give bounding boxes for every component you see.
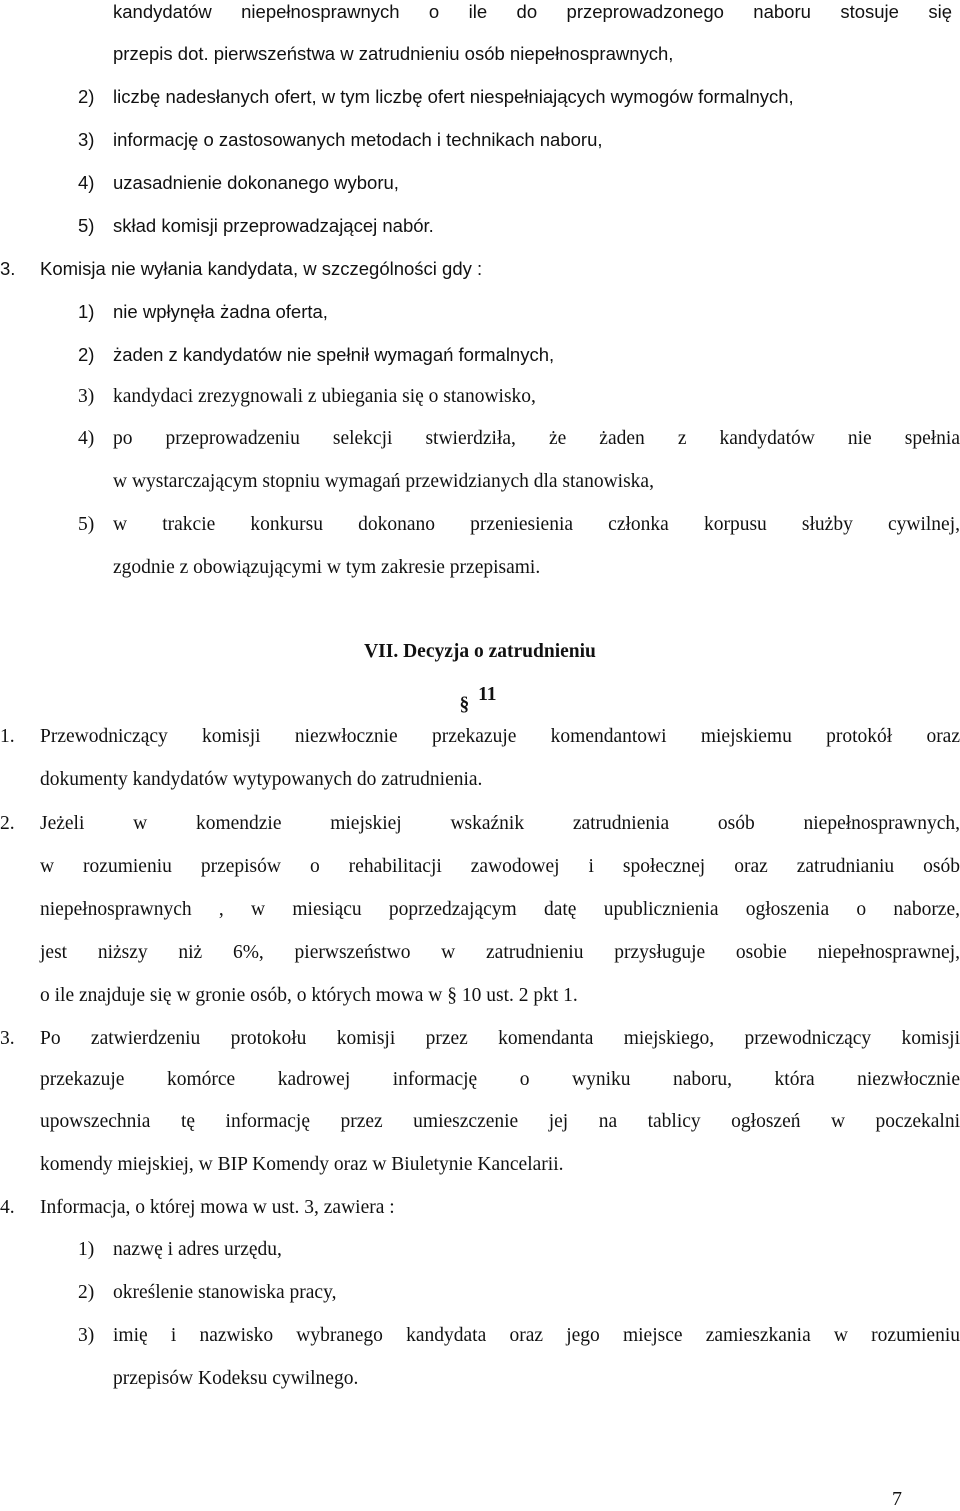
list-number: 2)	[78, 1282, 95, 1303]
list-text-continued: przepisów Kodeksu cywilnego.	[113, 1368, 359, 1389]
list-number: 4)	[78, 428, 95, 449]
paragraph-line: o ile znajduje się w gronie osób, o których mowa w § 10 ust. 2 pkt 1.	[40, 985, 578, 1006]
page-number: 7	[892, 1488, 902, 1510]
paragraph-line: komendy miejskiej, w BIP Komendy oraz w Biuletynie Kancelarii.	[40, 1154, 564, 1175]
list-number: 1)	[78, 1239, 95, 1260]
paragraph-line: upowszechnia tę informację przez umieszczenie jej na tablicy ogłoszeń w poczekalni	[40, 1111, 960, 1132]
paragraph-number: 2.	[0, 813, 15, 834]
list-number: 3)	[78, 1325, 95, 1346]
paragraph-number: 1.	[0, 726, 15, 747]
paragraph-line: niepełnosprawnych , w miesiącu poprzedzającym datę upublicznienia ogłoszenia o naborze,	[40, 899, 960, 920]
list-text: liczbę nadesłanych ofert, w tym liczbę ofert niespełniających wymogów formalnych,	[113, 86, 794, 107]
list-text: określenie stanowiska pracy,	[113, 1282, 337, 1303]
list-number: 4)	[78, 172, 95, 193]
list-text-continued: zgodnie z obowiązującymi w tym zakresie przepisami.	[113, 557, 541, 578]
list-text: informację o zastosowanych metodach i technikach naboru,	[113, 129, 603, 150]
paragraph-line: Informacja, o której mowa w ust. 3, zawiera :	[40, 1197, 395, 1218]
list-text: skład komisji przeprowadzającej nabór.	[113, 215, 434, 236]
paragraph-line: przekazuje komórce kadrowej informację o wyniku naboru, która niezwłocznie	[40, 1069, 960, 1090]
paragraph-line: Jeżeli w komendzie miejskiej wskaźnik zatrudnienia osób niepełnosprawnych,	[40, 813, 960, 834]
paragraph-line: w rozumieniu przepisów o rehabilitacji zawodowej i społecznej oraz zatrudnianiu osób	[40, 856, 960, 877]
list-number: 1)	[78, 301, 95, 322]
list-number: 3)	[78, 129, 95, 150]
paragraph-line: dokumenty kandydatów wytypowanych do zatrudnienia.	[40, 769, 483, 790]
paragraph-line: Po zatwierdzeniu protokołu komisji przez komendanta miejskiego, przewodniczący komisji	[40, 1028, 960, 1049]
section-mark	[0, 680, 960, 715]
list-number: 3)	[78, 386, 95, 407]
paragraph-number: 3.	[0, 1028, 15, 1049]
text-line: kandydatów niepełnosprawnych o ile do przeprowadzonego naboru stosuje się	[113, 1, 952, 22]
list-number: 5)	[78, 514, 95, 535]
list-text: nazwę i adres urzędu,	[113, 1239, 282, 1260]
paragraph-line: Przewodniczący komisji niezwłocznie przekazuje komendantowi miejskiemu protokół oraz	[40, 726, 960, 747]
text-line: przepis dot. pierwszeństwa w zatrudnieniu osób niepełnosprawnych,	[113, 43, 674, 64]
list-text: w trakcie konkursu dokonano przeniesienia członka korpusu służby cywilnej,	[113, 514, 960, 535]
paragraph-line: jest niższy niż 6%, pierwszeństwo w zatrudnieniu przysługuje osobie niepełnosprawnej,	[40, 942, 960, 963]
list-text: po przeprowadzeniu selekcji stwierdziła, że żaden z kandydatów nie spełnia	[113, 428, 960, 449]
section-number: 11	[478, 684, 497, 705]
list-text: uzasadnienie dokonanego wyboru,	[113, 172, 399, 193]
section-text: Komisja nie wyłania kandydata, w szczególności gdy :	[40, 258, 483, 279]
list-text: kandydaci zrezygnowali z ubiegania się o stanowisko,	[113, 386, 536, 407]
list-text: nie wpłynęła żadna oferta,	[113, 301, 328, 322]
list-number: 5)	[78, 215, 95, 236]
list-number: 2)	[78, 86, 95, 107]
section-number: 3.	[0, 258, 16, 279]
list-text: żaden z kandydatów nie spełnił wymagań formalnych,	[113, 344, 555, 365]
paragraph-number: 4.	[0, 1197, 15, 1218]
list-text: imię i nazwisko wybranego kandydata oraz jego miejsce zamieszkania w rozumieniu	[113, 1325, 960, 1346]
list-number: 2)	[78, 344, 95, 365]
chapter-title: VII. Decyzja o zatrudnieniu	[364, 641, 596, 662]
list-text-continued: w wystarczającym stopniu wymagań przewidzianych dla stanowiska,	[113, 471, 654, 492]
section-symbol: §	[459, 694, 470, 715]
